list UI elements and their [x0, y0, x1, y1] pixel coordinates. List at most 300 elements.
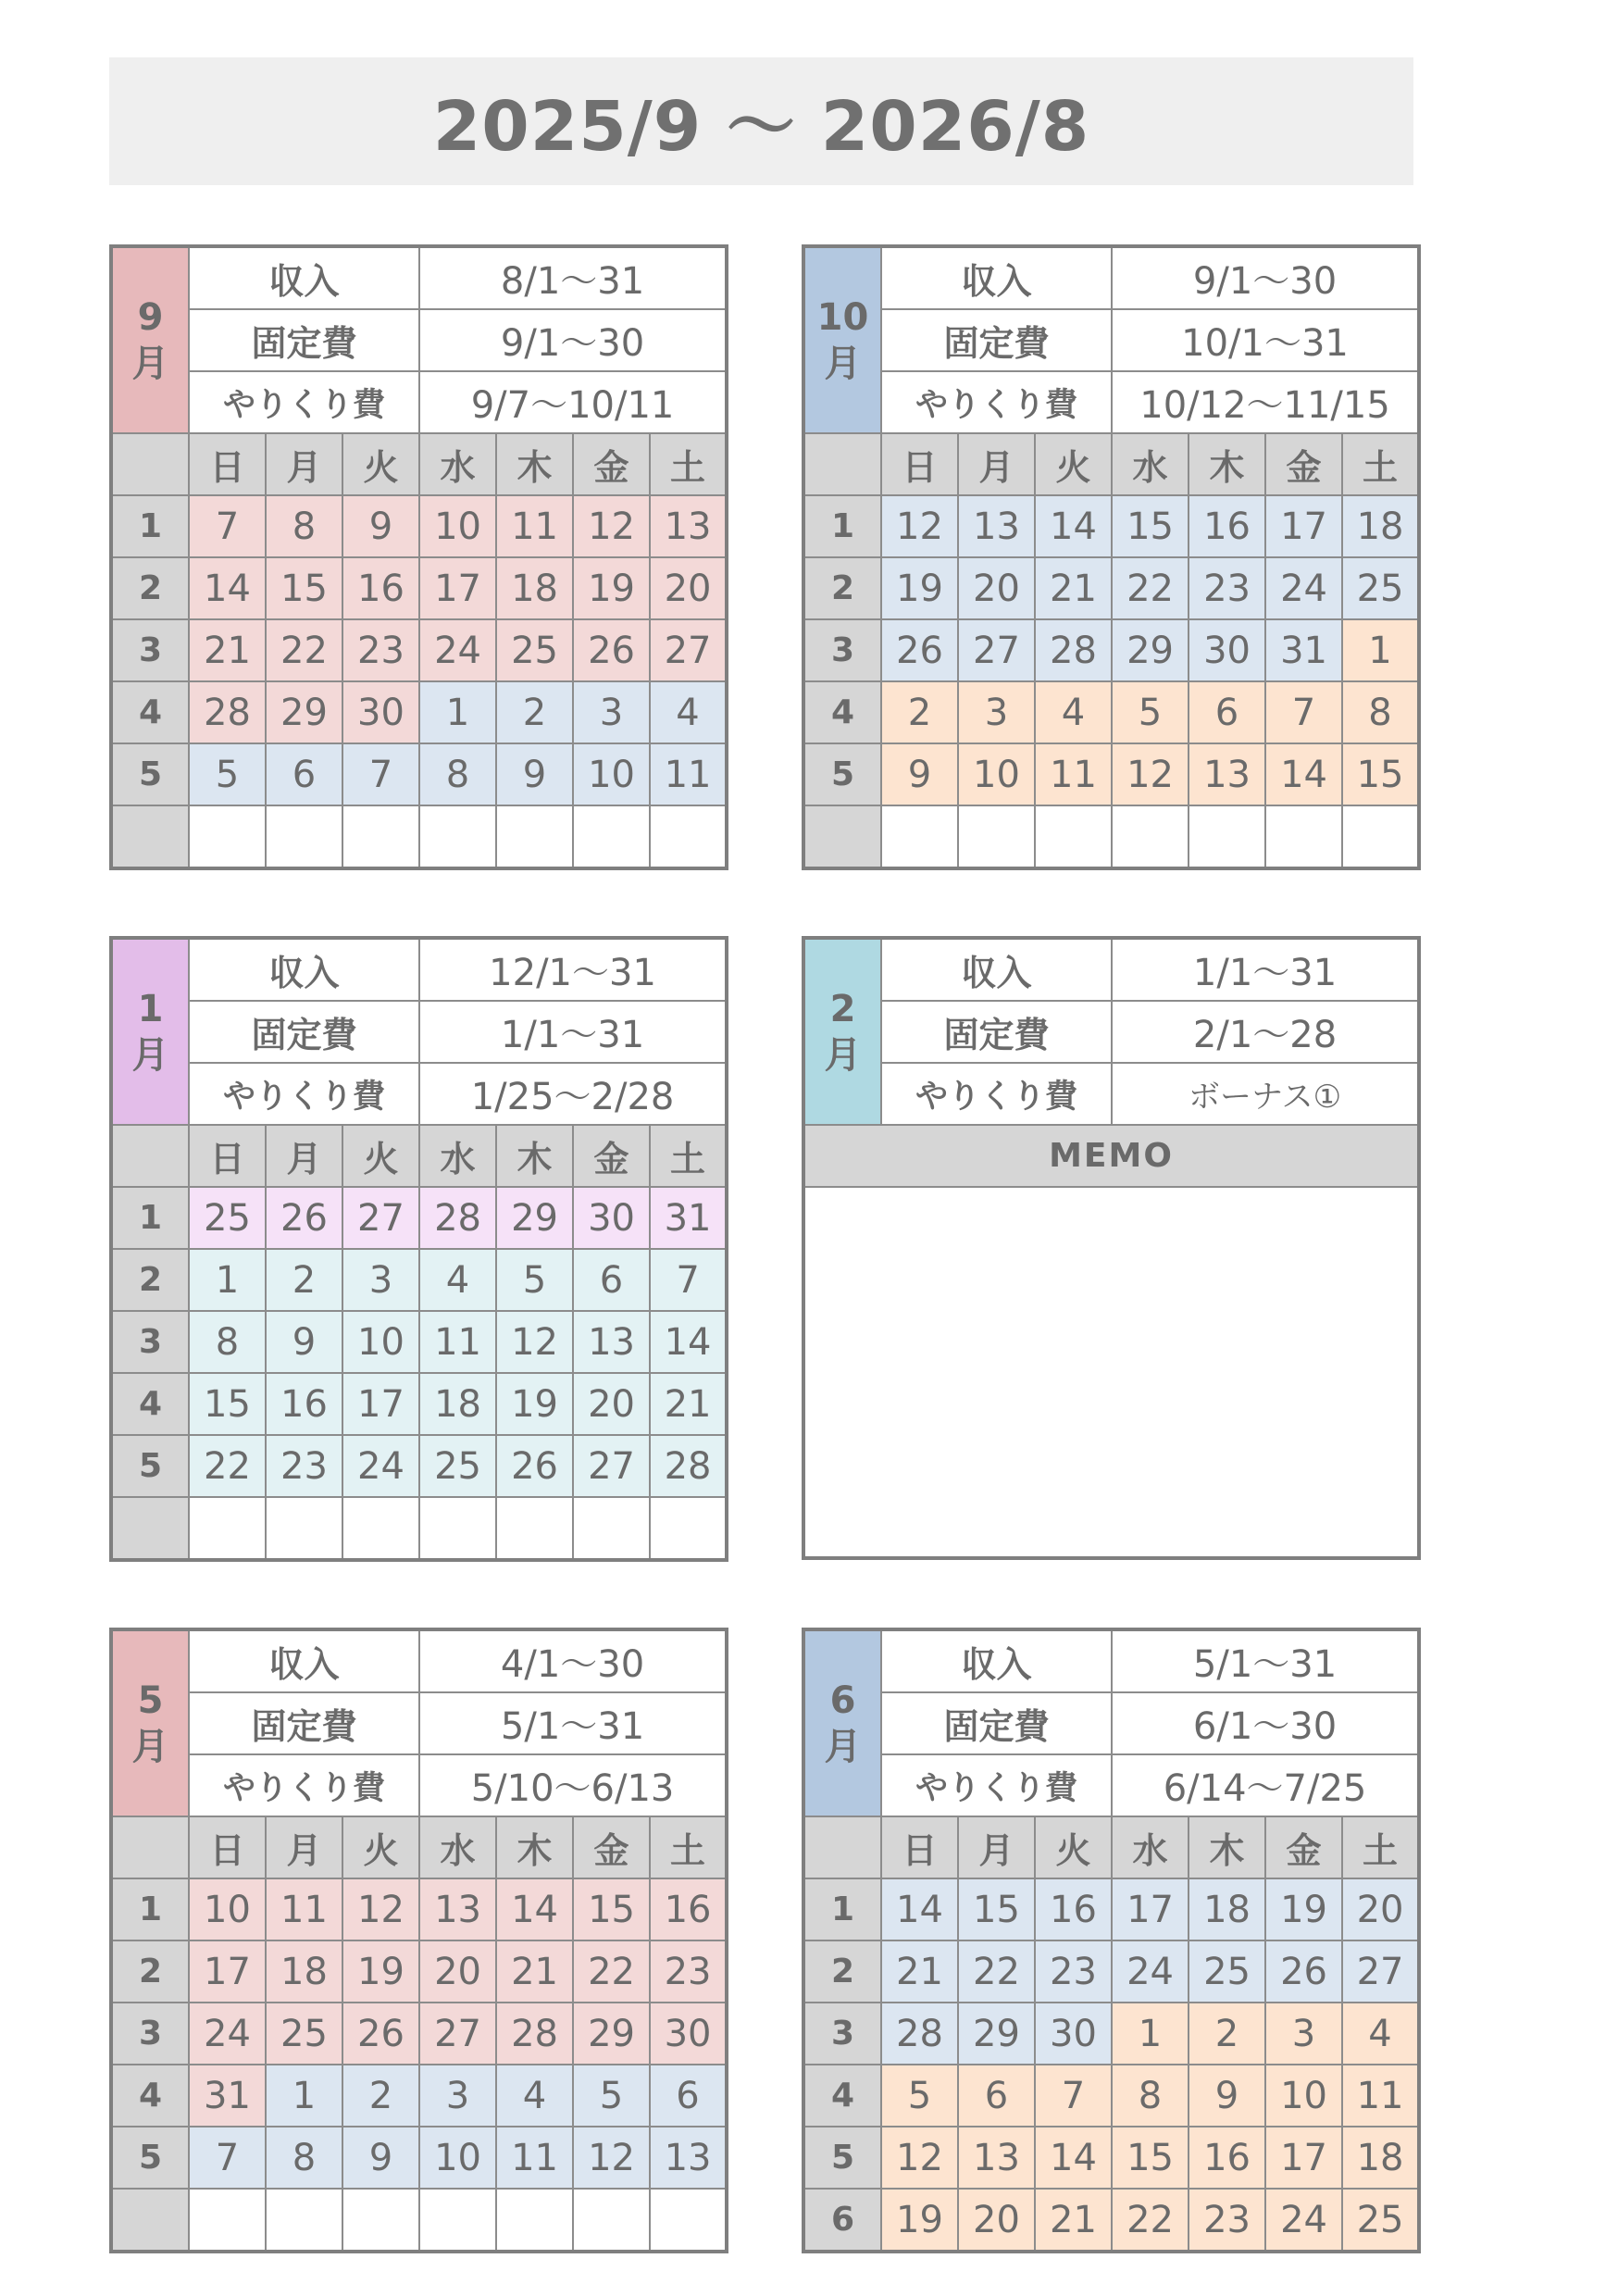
weekday-label: 木: [496, 433, 573, 495]
day-cell[interactable]: 1: [1112, 2003, 1189, 2065]
row-label: やりくり費: [189, 1063, 419, 1125]
day-cell[interactable]: [419, 1497, 496, 1560]
day-cell[interactable]: 13: [958, 495, 1035, 557]
day-cell[interactable]: [1112, 805, 1189, 868]
day-cell[interactable]: 15: [1342, 743, 1419, 805]
day-cell[interactable]: 2: [1189, 2003, 1265, 2065]
day-cell[interactable]: 11: [496, 2127, 573, 2189]
month-kanji: 月: [131, 342, 169, 385]
month-label: [803, 1629, 881, 1816]
day-cell[interactable]: 14: [1035, 2127, 1112, 2189]
day-cell[interactable]: 2: [266, 1249, 342, 1311]
weekday-label: 木: [496, 1816, 573, 1878]
day-cell[interactable]: [189, 2189, 266, 2252]
day-cell[interactable]: 26: [881, 619, 958, 681]
day-cell[interactable]: 22: [189, 1435, 266, 1497]
day-cell[interactable]: 7: [189, 495, 266, 557]
day-cell[interactable]: 10: [958, 743, 1035, 805]
day-cell[interactable]: 25: [1342, 2189, 1419, 2252]
week-row: [111, 681, 727, 743]
day-cell[interactable]: [266, 2189, 342, 2252]
day-cell[interactable]: 13: [958, 2127, 1035, 2189]
day-cell[interactable]: 24: [419, 619, 496, 681]
day-cell[interactable]: 9: [496, 743, 573, 805]
day-cell[interactable]: 12: [573, 2127, 650, 2189]
month-number: 1: [137, 987, 164, 1030]
weekday-label: 水: [1112, 433, 1189, 495]
day-cell[interactable]: 4: [1035, 681, 1112, 743]
day-cell[interactable]: 20: [419, 1940, 496, 2003]
day-cell[interactable]: 31: [189, 2065, 266, 2127]
day-cell[interactable]: 20: [1342, 1878, 1419, 1940]
day-cell[interactable]: 20: [573, 1373, 650, 1435]
fixed-cost-row: [111, 309, 727, 371]
day-cell[interactable]: 16: [650, 1878, 727, 1940]
day-cell[interactable]: [573, 1497, 650, 1560]
day-cell[interactable]: 17: [342, 1373, 419, 1435]
day-cell[interactable]: [496, 2189, 573, 2252]
week-number: 1: [803, 1878, 881, 1940]
day-cell[interactable]: 1: [1342, 619, 1419, 681]
day-cell[interactable]: 7: [189, 2127, 266, 2189]
month-number: 5: [137, 1678, 164, 1722]
month-label: [111, 1629, 189, 1816]
day-cell[interactable]: 25: [266, 2003, 342, 2065]
period-value: 10/12～11/15: [1112, 371, 1419, 433]
day-cell[interactable]: 5: [496, 1249, 573, 1311]
day-cell[interactable]: 19: [573, 557, 650, 619]
day-cell[interactable]: 14: [1265, 743, 1342, 805]
day-cell[interactable]: [1265, 805, 1342, 868]
week-row: [111, 1311, 727, 1373]
day-cell[interactable]: [189, 1497, 266, 1560]
month-card: [109, 1628, 728, 2253]
day-cell[interactable]: 10: [419, 495, 496, 557]
day-cell[interactable]: 7: [342, 743, 419, 805]
day-cell[interactable]: 13: [573, 1311, 650, 1373]
day-cell[interactable]: 24: [1112, 1940, 1189, 2003]
day-cell[interactable]: 21: [881, 1940, 958, 2003]
day-cell[interactable]: 27: [650, 619, 727, 681]
day-cell[interactable]: 25: [1189, 1940, 1265, 2003]
day-cell[interactable]: 24: [1265, 2189, 1342, 2252]
week-number: 2: [111, 1940, 189, 2003]
row-label: やりくり費: [189, 371, 419, 433]
day-cell[interactable]: 12: [496, 1311, 573, 1373]
day-cell[interactable]: 12: [881, 2127, 958, 2189]
week-number: 5: [111, 1435, 189, 1497]
day-cell[interactable]: 10: [342, 1311, 419, 1373]
week-number: 4: [111, 1373, 189, 1435]
row-label: やりくり費: [881, 371, 1112, 433]
day-cell[interactable]: 9: [266, 1311, 342, 1373]
period-value: 2/1～28: [1112, 1001, 1419, 1063]
day-cell[interactable]: 17: [1265, 495, 1342, 557]
day-cell[interactable]: 2: [881, 681, 958, 743]
day-cell[interactable]: [573, 2189, 650, 2252]
day-cell[interactable]: [1189, 805, 1265, 868]
day-cell[interactable]: 15: [266, 557, 342, 619]
day-cell[interactable]: 11: [496, 495, 573, 557]
day-cell[interactable]: 25: [496, 619, 573, 681]
day-cell[interactable]: 29: [266, 681, 342, 743]
day-cell[interactable]: 21: [496, 1940, 573, 2003]
day-cell[interactable]: 7: [650, 1249, 727, 1311]
day-cell[interactable]: 25: [1342, 557, 1419, 619]
period-value: 4/1～30: [419, 1629, 727, 1692]
day-cell[interactable]: 20: [958, 2189, 1035, 2252]
memo-area[interactable]: [803, 1187, 1419, 1558]
month-kanji: 月: [824, 1033, 862, 1077]
day-cell[interactable]: [189, 805, 266, 868]
day-cell[interactable]: 28: [1035, 619, 1112, 681]
day-cell[interactable]: 26: [573, 619, 650, 681]
row-label: やりくり費: [881, 1754, 1112, 1816]
month-number: 6: [829, 1678, 856, 1722]
week-row: [111, 2003, 727, 2065]
week-number: 4: [111, 2065, 189, 2127]
day-cell[interactable]: 29: [496, 1187, 573, 1249]
day-cell[interactable]: 10: [1265, 2065, 1342, 2127]
day-cell[interactable]: 14: [881, 1878, 958, 1940]
week-number: 3: [111, 619, 189, 681]
day-cell[interactable]: [496, 805, 573, 868]
weekday-header-row: [803, 433, 1419, 495]
period-value: 5/1～31: [419, 1692, 727, 1754]
day-cell[interactable]: 15: [1112, 2127, 1189, 2189]
day-cell[interactable]: [881, 805, 958, 868]
day-cell[interactable]: 17: [1112, 1878, 1189, 1940]
day-cell[interactable]: 16: [1189, 495, 1265, 557]
day-cell[interactable]: [1035, 805, 1112, 868]
day-cell[interactable]: 4: [419, 1249, 496, 1311]
day-cell[interactable]: [650, 805, 727, 868]
weekday-label: 木: [1189, 433, 1265, 495]
day-cell[interactable]: 26: [1265, 1940, 1342, 2003]
week-row: [803, 805, 1419, 868]
day-cell[interactable]: [573, 805, 650, 868]
period-value: 8/1～31: [419, 246, 727, 309]
day-cell[interactable]: 3: [958, 681, 1035, 743]
day-cell[interactable]: 28: [189, 681, 266, 743]
day-cell[interactable]: 9: [881, 743, 958, 805]
memo-header-row: [803, 1125, 1419, 1187]
day-cell[interactable]: 30: [1035, 2003, 1112, 2065]
day-cell[interactable]: 10: [189, 1878, 266, 1940]
income-row: [803, 938, 1419, 1001]
weekday-label: 土: [1342, 1816, 1419, 1878]
day-cell[interactable]: 23: [342, 619, 419, 681]
row-label: 固定費: [881, 309, 1112, 371]
day-cell[interactable]: 16: [342, 557, 419, 619]
week-row: [111, 1187, 727, 1249]
month-label: [111, 938, 189, 1125]
day-cell[interactable]: 28: [650, 1435, 727, 1497]
day-cell[interactable]: 8: [266, 495, 342, 557]
day-cell[interactable]: 4: [650, 681, 727, 743]
day-cell[interactable]: 12: [881, 495, 958, 557]
week-row: [111, 1249, 727, 1311]
day-cell[interactable]: 27: [419, 2003, 496, 2065]
row-label: 固定費: [189, 309, 419, 371]
day-cell[interactable]: 22: [266, 619, 342, 681]
day-cell[interactable]: 25: [419, 1435, 496, 1497]
day-cell[interactable]: 17: [189, 1940, 266, 2003]
day-cell[interactable]: 30: [1189, 619, 1265, 681]
day-cell[interactable]: 23: [1035, 1940, 1112, 2003]
day-cell[interactable]: 25: [189, 1187, 266, 1249]
day-cell[interactable]: 14: [496, 1878, 573, 1940]
weekday-label: 火: [1035, 433, 1112, 495]
day-cell[interactable]: 3: [419, 2065, 496, 2127]
day-cell[interactable]: 30: [650, 2003, 727, 2065]
day-cell[interactable]: 9: [342, 2127, 419, 2189]
weekday-label: 日: [189, 1816, 266, 1878]
day-cell[interactable]: 1: [419, 681, 496, 743]
day-cell[interactable]: 13: [1189, 743, 1265, 805]
period-value: 5/10～6/13: [419, 1754, 727, 1816]
day-cell[interactable]: 21: [1035, 2189, 1112, 2252]
living-cost-row: [111, 1754, 727, 1816]
day-cell[interactable]: 4: [1342, 2003, 1419, 2065]
weekday-label: 金: [1265, 1816, 1342, 1878]
day-cell[interactable]: 8: [1342, 681, 1419, 743]
month-number: 10: [816, 295, 869, 339]
day-cell[interactable]: 21: [650, 1373, 727, 1435]
day-cell[interactable]: 14: [650, 1311, 727, 1373]
day-cell[interactable]: [958, 805, 1035, 868]
day-cell[interactable]: 17: [419, 557, 496, 619]
day-cell[interactable]: 8: [266, 2127, 342, 2189]
day-cell[interactable]: 21: [1035, 557, 1112, 619]
day-cell[interactable]: [266, 1497, 342, 1560]
day-cell[interactable]: 8: [189, 1311, 266, 1373]
day-cell[interactable]: 18: [1342, 2127, 1419, 2189]
day-cell[interactable]: 21: [189, 619, 266, 681]
day-cell[interactable]: [496, 1497, 573, 1560]
day-cell[interactable]: [342, 1497, 419, 1560]
period-value: 9/1～30: [1112, 246, 1419, 309]
week-number: 6: [803, 2189, 881, 2252]
day-cell[interactable]: 22: [573, 1940, 650, 2003]
day-cell[interactable]: 10: [573, 743, 650, 805]
day-cell[interactable]: 12: [342, 1878, 419, 1940]
week-row: [111, 2127, 727, 2189]
living-cost-row: [803, 371, 1419, 433]
day-cell[interactable]: [342, 2189, 419, 2252]
day-cell[interactable]: [650, 2189, 727, 2252]
day-cell[interactable]: 27: [342, 1187, 419, 1249]
day-cell[interactable]: 24: [189, 2003, 266, 2065]
week-number: 1: [803, 495, 881, 557]
day-cell[interactable]: 13: [650, 495, 727, 557]
row-label: やりくり費: [189, 1754, 419, 1816]
day-cell[interactable]: 9: [1189, 2065, 1265, 2127]
day-cell[interactable]: 22: [1112, 2189, 1189, 2252]
day-cell[interactable]: 19: [1265, 1878, 1342, 1940]
day-cell[interactable]: 7: [1035, 2065, 1112, 2127]
day-cell[interactable]: 5: [189, 743, 266, 805]
week-row: [111, 2189, 727, 2252]
period-value: 6/1～30: [1112, 1692, 1419, 1754]
period-value: 6/14～7/25: [1112, 1754, 1419, 1816]
day-cell[interactable]: 26: [266, 1187, 342, 1249]
living-cost-row: [111, 371, 727, 433]
day-cell[interactable]: 19: [342, 1940, 419, 2003]
day-cell[interactable]: 2: [342, 2065, 419, 2127]
day-cell[interactable]: 12: [1112, 743, 1189, 805]
day-cell[interactable]: 1: [266, 2065, 342, 2127]
day-cell[interactable]: 7: [1265, 681, 1342, 743]
day-cell[interactable]: 6: [650, 2065, 727, 2127]
day-cell[interactable]: 18: [419, 1373, 496, 1435]
day-cell[interactable]: 29: [1112, 619, 1189, 681]
living-cost-row: [803, 1063, 1419, 1125]
day-cell[interactable]: 23: [650, 1940, 727, 2003]
week-number: 2: [111, 1249, 189, 1311]
day-cell[interactable]: 24: [1265, 557, 1342, 619]
income-row: [803, 1629, 1419, 1692]
day-cell[interactable]: 27: [958, 619, 1035, 681]
day-cell[interactable]: 27: [1342, 1940, 1419, 2003]
weekday-header-row: [111, 433, 727, 495]
day-cell[interactable]: 20: [650, 557, 727, 619]
day-cell[interactable]: 18: [1189, 1878, 1265, 1940]
day-cell[interactable]: 22: [958, 1940, 1035, 2003]
day-cell[interactable]: 5: [1112, 681, 1189, 743]
day-cell[interactable]: 4: [496, 2065, 573, 2127]
day-cell[interactable]: 13: [419, 1878, 496, 1940]
day-cell[interactable]: 10: [419, 2127, 496, 2189]
day-cell[interactable]: 20: [958, 557, 1035, 619]
day-cell[interactable]: 6: [958, 2065, 1035, 2127]
day-cell[interactable]: 3: [573, 681, 650, 743]
day-cell[interactable]: 29: [573, 2003, 650, 2065]
week-number: 5: [111, 2127, 189, 2189]
day-cell[interactable]: 18: [266, 1940, 342, 2003]
memo-body-row: [803, 1187, 1419, 1558]
day-cell[interactable]: [1342, 805, 1419, 868]
week-row: [803, 2189, 1419, 2252]
weekday-label: 木: [496, 1125, 573, 1187]
day-cell[interactable]: 19: [881, 557, 958, 619]
row-label: 収入: [881, 246, 1112, 309]
week-row: [803, 557, 1419, 619]
day-cell[interactable]: 3: [1265, 2003, 1342, 2065]
day-cell[interactable]: 11: [1342, 2065, 1419, 2127]
weekday-label: 土: [650, 1125, 727, 1187]
day-cell[interactable]: 19: [881, 2189, 958, 2252]
day-cell[interactable]: 23: [1189, 2189, 1265, 2252]
day-cell[interactable]: 3: [342, 1249, 419, 1311]
week-number: 2: [803, 557, 881, 619]
week-row: [111, 743, 727, 805]
day-cell[interactable]: 30: [573, 1187, 650, 1249]
day-cell[interactable]: 15: [573, 1878, 650, 1940]
day-cell[interactable]: 18: [1342, 495, 1419, 557]
day-cell[interactable]: 17: [1265, 2127, 1342, 2189]
day-cell[interactable]: 2: [496, 681, 573, 743]
week-row: [111, 805, 727, 868]
weekday-label: 土: [1342, 433, 1419, 495]
week-row: [803, 1878, 1419, 1940]
day-cell[interactable]: 15: [958, 1878, 1035, 1940]
day-cell[interactable]: 1: [189, 1249, 266, 1311]
day-cell[interactable]: 11: [1035, 743, 1112, 805]
day-cell[interactable]: [342, 805, 419, 868]
day-cell[interactable]: 16: [1035, 1878, 1112, 1940]
week-number: 5: [803, 743, 881, 805]
day-cell[interactable]: 18: [496, 557, 573, 619]
month-card: [109, 936, 728, 1562]
day-cell[interactable]: 8: [419, 743, 496, 805]
day-cell[interactable]: 11: [266, 1878, 342, 1940]
weekday-label: 月: [266, 1125, 342, 1187]
weekday-label: 木: [1189, 1816, 1265, 1878]
corner-cell: [111, 433, 189, 495]
day-cell[interactable]: 30: [342, 681, 419, 743]
day-cell[interactable]: [419, 2189, 496, 2252]
fixed-cost-row: [111, 1001, 727, 1063]
day-cell[interactable]: [650, 1497, 727, 1560]
day-cell[interactable]: 14: [189, 557, 266, 619]
day-cell[interactable]: 28: [419, 1187, 496, 1249]
day-cell[interactable]: 31: [650, 1187, 727, 1249]
day-cell[interactable]: 15: [189, 1373, 266, 1435]
week-number: 2: [803, 1940, 881, 2003]
day-cell[interactable]: 28: [496, 2003, 573, 2065]
day-cell[interactable]: 27: [573, 1435, 650, 1497]
day-cell[interactable]: 6: [573, 1249, 650, 1311]
day-cell[interactable]: 23: [1189, 557, 1265, 619]
day-cell[interactable]: 5: [573, 2065, 650, 2127]
day-cell[interactable]: 31: [1265, 619, 1342, 681]
day-cell[interactable]: 22: [1112, 557, 1189, 619]
day-cell[interactable]: 28: [881, 2003, 958, 2065]
day-cell[interactable]: [419, 805, 496, 868]
row-label: 収入: [881, 1629, 1112, 1692]
day-cell[interactable]: 29: [958, 2003, 1035, 2065]
day-cell[interactable]: 5: [881, 2065, 958, 2127]
month-number: 9: [137, 295, 164, 339]
day-cell[interactable]: 15: [1112, 495, 1189, 557]
corner-cell: [111, 1125, 189, 1187]
day-cell[interactable]: 13: [650, 2127, 727, 2189]
day-cell[interactable]: 6: [266, 743, 342, 805]
day-cell[interactable]: 9: [342, 495, 419, 557]
day-cell[interactable]: 11: [650, 743, 727, 805]
period-value: 10/1～31: [1112, 309, 1419, 371]
day-cell[interactable]: 16: [1189, 2127, 1265, 2189]
day-cell[interactable]: 8: [1112, 2065, 1189, 2127]
day-cell[interactable]: 14: [1035, 495, 1112, 557]
day-cell[interactable]: 23: [266, 1435, 342, 1497]
day-cell[interactable]: [266, 805, 342, 868]
weekday-label: 土: [650, 433, 727, 495]
day-cell[interactable]: 24: [342, 1435, 419, 1497]
day-cell[interactable]: 26: [342, 2003, 419, 2065]
corner-cell: [803, 1816, 881, 1878]
day-cell[interactable]: 26: [496, 1435, 573, 1497]
day-cell[interactable]: 16: [266, 1373, 342, 1435]
day-cell[interactable]: 12: [573, 495, 650, 557]
income-row: [111, 246, 727, 309]
day-cell[interactable]: 19: [496, 1373, 573, 1435]
weekday-label: 金: [573, 1125, 650, 1187]
day-cell[interactable]: 11: [419, 1311, 496, 1373]
day-cell[interactable]: 6: [1189, 681, 1265, 743]
week-number: 1: [111, 1187, 189, 1249]
